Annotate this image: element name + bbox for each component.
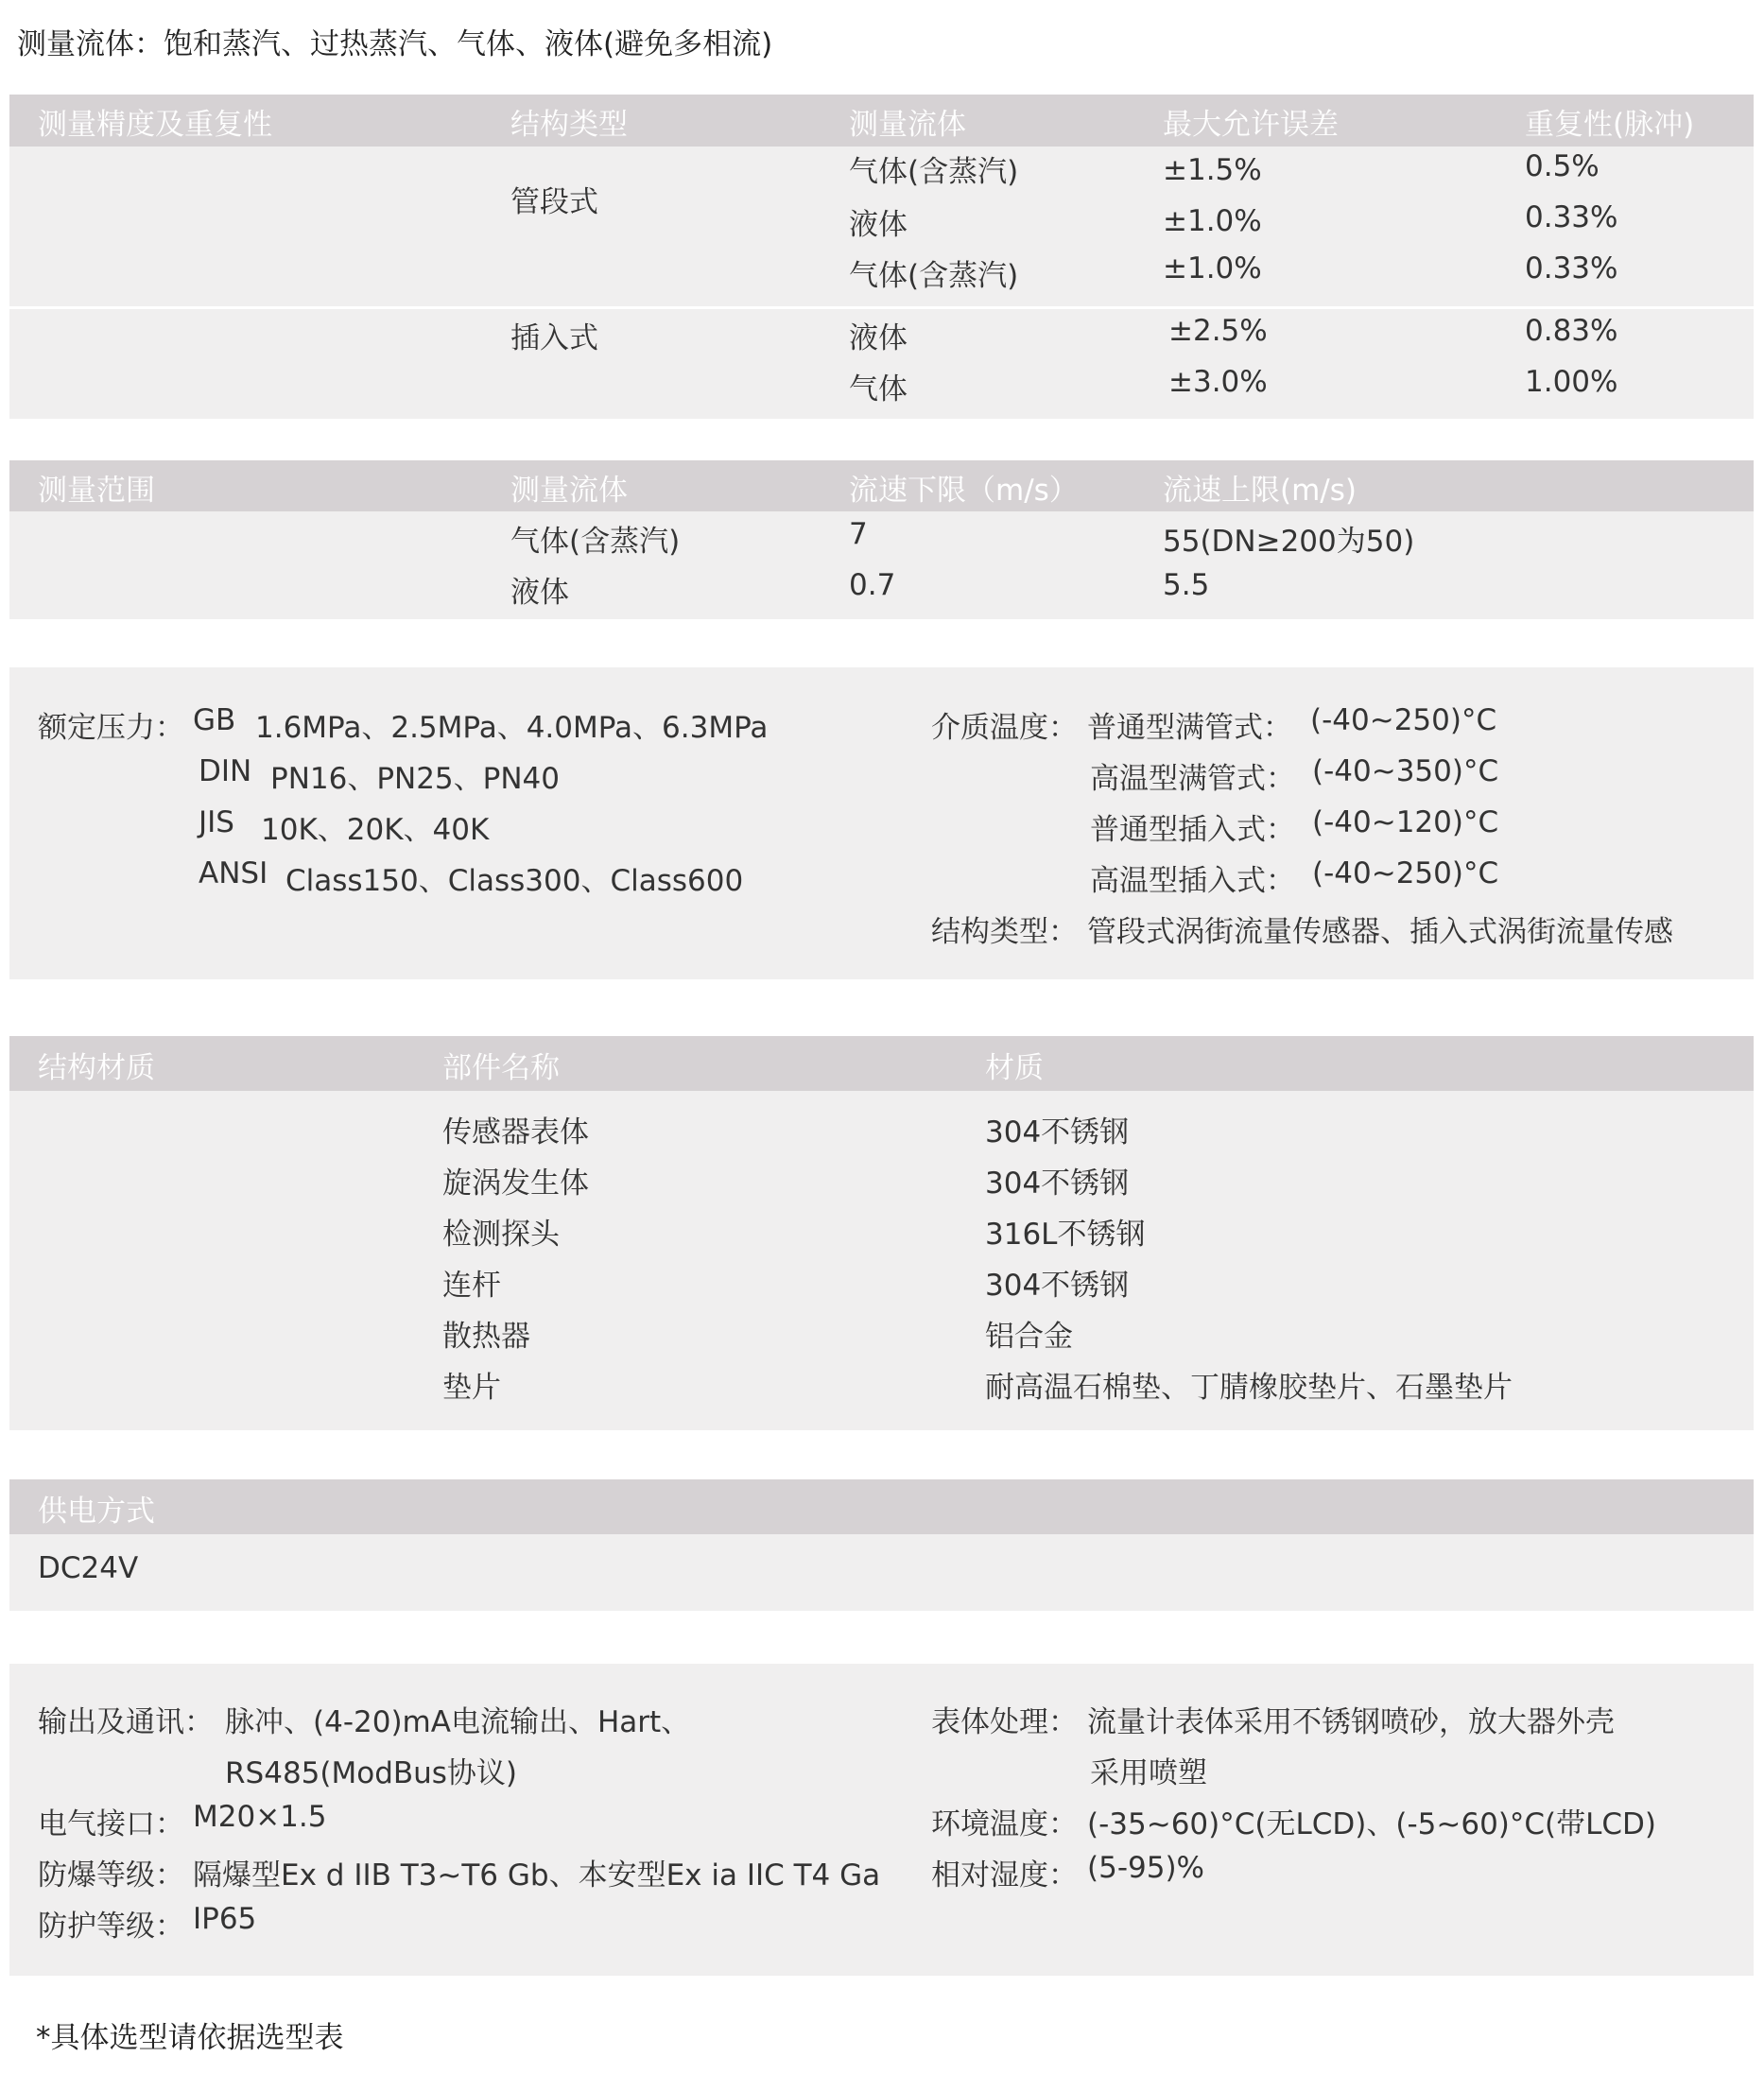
humidity-label: 相对湿度：: [931, 1858, 1078, 1893]
materials-table: [9, 1036, 1754, 1430]
table-row-material: 304不锈钢: [985, 1115, 1130, 1149]
col-header-power: 供电方式: [38, 1495, 155, 1529]
ambient-value: (-35~60)°C(无LCD)、(-5~60)°C(带LCD): [1087, 1807, 1657, 1841]
materials-table-header: [9, 1036, 1754, 1091]
temperature-label: 介质温度：: [931, 711, 1078, 745]
table-row-fluid: 液体: [849, 321, 908, 355]
pressure-values: 10K、20K、40K: [261, 813, 490, 847]
structure-type-pipe: 管段式: [510, 185, 598, 219]
table-row-part: 传感器表体: [442, 1115, 589, 1149]
table-row-error: ±1.0%: [1163, 204, 1262, 238]
table-row-part: 旋涡发生体: [442, 1167, 589, 1201]
structure-type-label: 结构类型：: [931, 915, 1078, 949]
temperature-value: (-40~350)°C: [1312, 754, 1499, 788]
range-table: [9, 460, 1754, 619]
table-row-repeat: 0.33%: [1525, 200, 1618, 234]
col-header-fluid: 测量流体: [510, 474, 628, 508]
table-row-material: 耐高温石棉垫、丁腈橡胶垫片、石墨垫片: [985, 1371, 1513, 1405]
power-supply-header: [9, 1479, 1754, 1534]
surface-line1: 流量计表体采用不锈钢喷砂，放大器外壳: [1087, 1705, 1615, 1739]
table-row-repeat: 1.00%: [1525, 365, 1618, 399]
explosion-label: 防爆等级：: [38, 1858, 184, 1893]
pressure-values: 1.6MPa、2.5MPa、4.0MPa、6.3MPa: [255, 711, 769, 745]
table-row-error: ±2.5%: [1168, 314, 1268, 348]
explosion-value: 隔爆型Ex d IIB T3~T6 Gb、本安型Ex ia IIC T4 Ga: [193, 1858, 881, 1893]
power-value: DC24V: [38, 1551, 139, 1585]
col-header-material: 材质: [985, 1051, 1044, 1085]
temperature-value: (-40~120)°C: [1312, 805, 1499, 839]
pressure-std: JIS: [199, 805, 234, 839]
temperature-kind: 高温型满管式：: [1090, 762, 1295, 796]
table-row-high: 55(DN≥200为50): [1163, 525, 1415, 559]
table-row-fluid: 气体: [849, 372, 908, 406]
pressure-std: GB: [193, 703, 236, 737]
output-environment-panel: [9, 1664, 1754, 1976]
col-header-low-speed: 流速下限（m/s）: [849, 474, 1079, 508]
humidity-value: (5-95)%: [1087, 1851, 1204, 1885]
surface-label: 表体处理：: [931, 1705, 1078, 1739]
table-row-fluid: 气体(含蒸汽): [849, 259, 1019, 293]
protection-value: IP65: [193, 1902, 257, 1936]
pressure-values: PN16、PN25、PN40: [270, 762, 560, 796]
col-header-range: 测量范围: [38, 474, 155, 508]
table-row-high: 5.5: [1163, 568, 1210, 602]
table-row-fluid: 气体(含蒸汽): [849, 155, 1019, 189]
temperature-kind: 普通型满管式：: [1087, 711, 1292, 745]
measured-fluids-intro: 测量流体：饱和蒸汽、过热蒸汽、气体、液体(避免多相流): [17, 27, 773, 61]
col-header-accuracy: 测量精度及重复性: [38, 108, 272, 142]
electrical-value: M20×1.5: [193, 1800, 327, 1834]
output-line2: RS485(ModBus协议): [225, 1756, 518, 1790]
col-header-part-name: 部件名称: [442, 1051, 560, 1085]
table-row-part: 垫片: [442, 1371, 501, 1405]
col-header-fluid: 测量流体: [849, 108, 966, 142]
accuracy-table: [9, 95, 1754, 419]
protection-label: 防护等级：: [38, 1910, 184, 1944]
table-row-part: 散热器: [442, 1320, 530, 1354]
temperature-kind: 高温型插入式：: [1090, 864, 1295, 898]
col-header-repeatability: 重复性(脉冲): [1525, 108, 1695, 142]
table-row-material: 304不锈钢: [985, 1269, 1130, 1303]
power-supply-panel: [9, 1479, 1754, 1611]
table-row-error: ±3.0%: [1168, 365, 1268, 399]
ambient-label: 环境温度：: [931, 1807, 1078, 1841]
table-row-repeat: 0.5%: [1525, 149, 1600, 183]
table-row-error: ±1.0%: [1163, 251, 1262, 285]
table-row-material: 316L不锈钢: [985, 1218, 1146, 1252]
table-row-fluid: 液体: [510, 576, 569, 610]
table-row-low: 0.7: [849, 568, 896, 602]
table-row-part: 检测探头: [442, 1218, 560, 1252]
pressure-std: DIN: [199, 754, 252, 788]
accuracy-table-header: [9, 95, 1754, 147]
table-row-material: 304不锈钢: [985, 1167, 1130, 1201]
temperature-value: (-40~250)°C: [1310, 703, 1497, 737]
col-header-structure-type: 结构类型: [510, 108, 628, 142]
table-row-fluid: 液体: [849, 208, 908, 242]
table-row-material: 铝合金: [985, 1320, 1073, 1354]
output-label: 输出及通讯：: [38, 1705, 214, 1739]
table-row-part: 连杆: [442, 1269, 501, 1303]
col-header-high-speed: 流速上限(m/s): [1163, 474, 1357, 508]
col-header-max-error: 最大允许误差: [1163, 108, 1339, 142]
pressure-label: 额定压力：: [38, 711, 184, 745]
group-divider: [9, 306, 1754, 309]
pressure-temperature-panel: [9, 667, 1754, 979]
pressure-values: Class150、Class300、Class600: [285, 864, 744, 898]
table-row-repeat: 0.33%: [1525, 251, 1618, 285]
temperature-kind: 普通型插入式：: [1090, 813, 1295, 847]
table-row-error: ±1.5%: [1163, 153, 1262, 187]
temperature-value: (-40~250)°C: [1312, 856, 1499, 890]
range-table-header: [9, 460, 1754, 511]
structure-type-value: 管段式涡街流量传感器、插入式涡街流量传感: [1087, 915, 1673, 949]
table-row-repeat: 0.83%: [1525, 314, 1618, 348]
structure-type-insertion: 插入式: [510, 321, 598, 355]
col-header-materials: 结构材质: [38, 1051, 155, 1085]
table-row-fluid: 气体(含蒸汽): [510, 525, 681, 559]
surface-line2: 采用喷塑: [1090, 1756, 1207, 1790]
pressure-std: ANSI: [199, 856, 268, 890]
table-row-low: 7: [849, 517, 868, 551]
selection-footnote: *具体选型请依据选型表: [36, 2021, 344, 2055]
output-line1: 脉冲、(4-20)mA电流输出、Hart、: [225, 1705, 691, 1739]
electrical-label: 电气接口：: [38, 1807, 184, 1841]
